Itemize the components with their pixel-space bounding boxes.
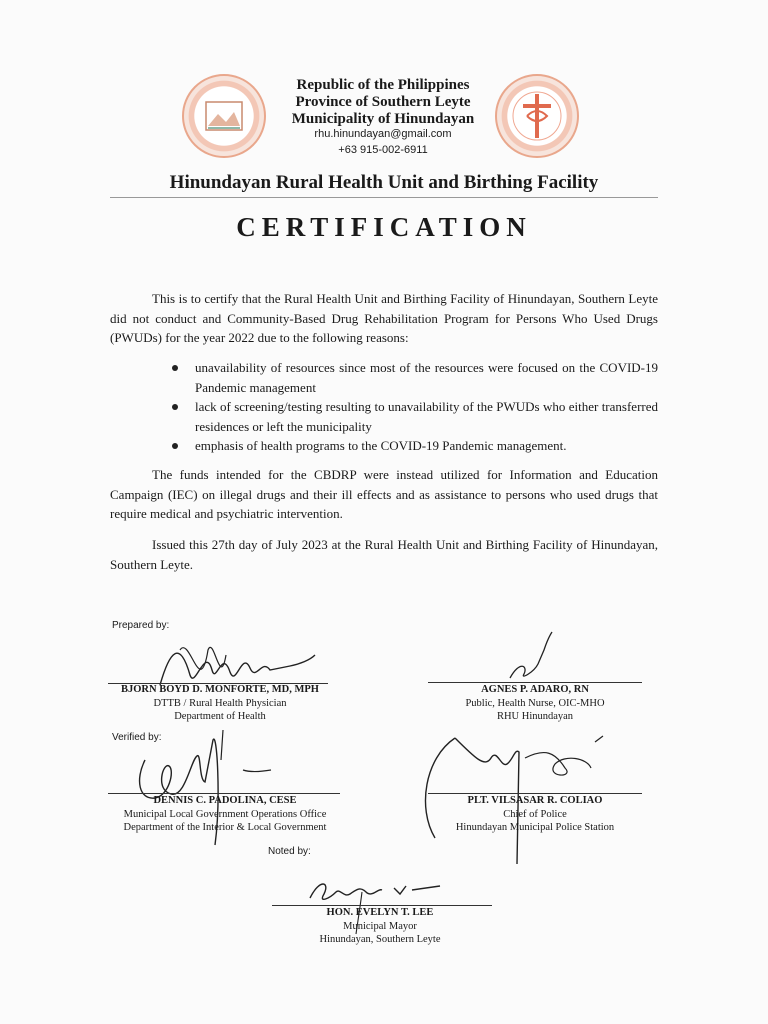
verified-by-label: Verified by: <box>112 732 162 743</box>
mayor-name: HON. EVELYN T. LEE <box>326 907 434 918</box>
funds-paragraph: The funds intended for the CBDRP were instead utilized for Information and Education Campaign (IEC) on illegal drugs and their ill effects and as assistance to persons who used drugs that require medical and psychiatric intervention. <box>110 467 658 521</box>
header-divider <box>110 197 658 198</box>
reason-item: emphasis of health programs to the COVID-19 Pandemic management. <box>170 436 658 456</box>
nurse-name: AGNES P. ADARO, RN <box>481 684 589 695</box>
verified-name: DENNIS C. PADOLINA, CESE <box>153 795 297 806</box>
verified-office: Department of the Interior & Local Government <box>123 822 327 833</box>
nurse-signature-line <box>428 682 642 683</box>
facility-name: Hinundayan Rural Health Unit and Birthing Facility <box>169 172 599 193</box>
issued-paragraph: Issued this 27th day of July 2023 at the Rural Health Unit and Birthing Facility of Hinundayan, Southern Leyte. <box>110 537 658 572</box>
mayor-signature-line <box>272 905 492 906</box>
police-signature-line <box>428 793 642 794</box>
letterhead-municipality: Municipality of Hinundayan <box>291 111 475 127</box>
nurse-signature-icon <box>500 630 570 685</box>
mayor-title: Municipal Mayor <box>343 921 417 932</box>
prepared-name: BJORN BOYD D. MONFORTE, MD, MPH <box>121 684 319 695</box>
prepared-by-label: Prepared by: <box>112 620 170 631</box>
letterhead-email: rhu.hinundayan@gmail.com <box>314 128 452 140</box>
letterhead-phone: +63 915-002-6911 <box>338 144 428 156</box>
reasons-list <box>170 358 658 456</box>
police-name: PLT. VILSASAR R. COLIAO <box>467 795 603 806</box>
reason-item: unavailability of resources since most of the resources were focused on the COVID-19 Pandemic management <box>170 358 658 397</box>
mayor-office: Hinundayan, Southern Leyte <box>319 934 441 945</box>
prepared-title: DTTB / Rural Health Physician <box>153 698 287 709</box>
bullet-icon <box>172 443 178 449</box>
letterhead-republic: Republic of the Philippines <box>296 77 470 93</box>
letterhead-province: Province of Southern Leyte <box>295 94 471 110</box>
bullet-icon <box>172 404 178 410</box>
intro-paragraph: This is to certify that the Rural Health Unit and Birthing Facility of Hinundayan, Southern Leyte did not conduct and Community-Based Drug Rehabilitation Program for Persons Who Used Drugs (PWUDs) for the year 2022 due to the following reasons: <box>110 291 658 345</box>
reason-item: lack of screening/testing resulting to unavailability of the PWUDs who either transferred residences or left the municipality <box>170 397 658 436</box>
nurse-office: RHU Hinundayan <box>496 711 574 722</box>
nurse-title: Public, Health Nurse, OIC-MHO <box>465 698 605 709</box>
verified-title: Municipal Local Government Operations Office <box>123 809 327 820</box>
prepared-office: Department of Health <box>174 711 266 722</box>
bullet-icon <box>172 365 178 371</box>
police-title: Chief of Police <box>503 809 567 820</box>
document-title: CERTIFICATION <box>236 212 532 242</box>
verified-signature-line <box>108 793 340 794</box>
police-office: Hinundayan Municipal Police Station <box>455 822 615 833</box>
noted-by-label: Noted by: <box>268 846 311 857</box>
